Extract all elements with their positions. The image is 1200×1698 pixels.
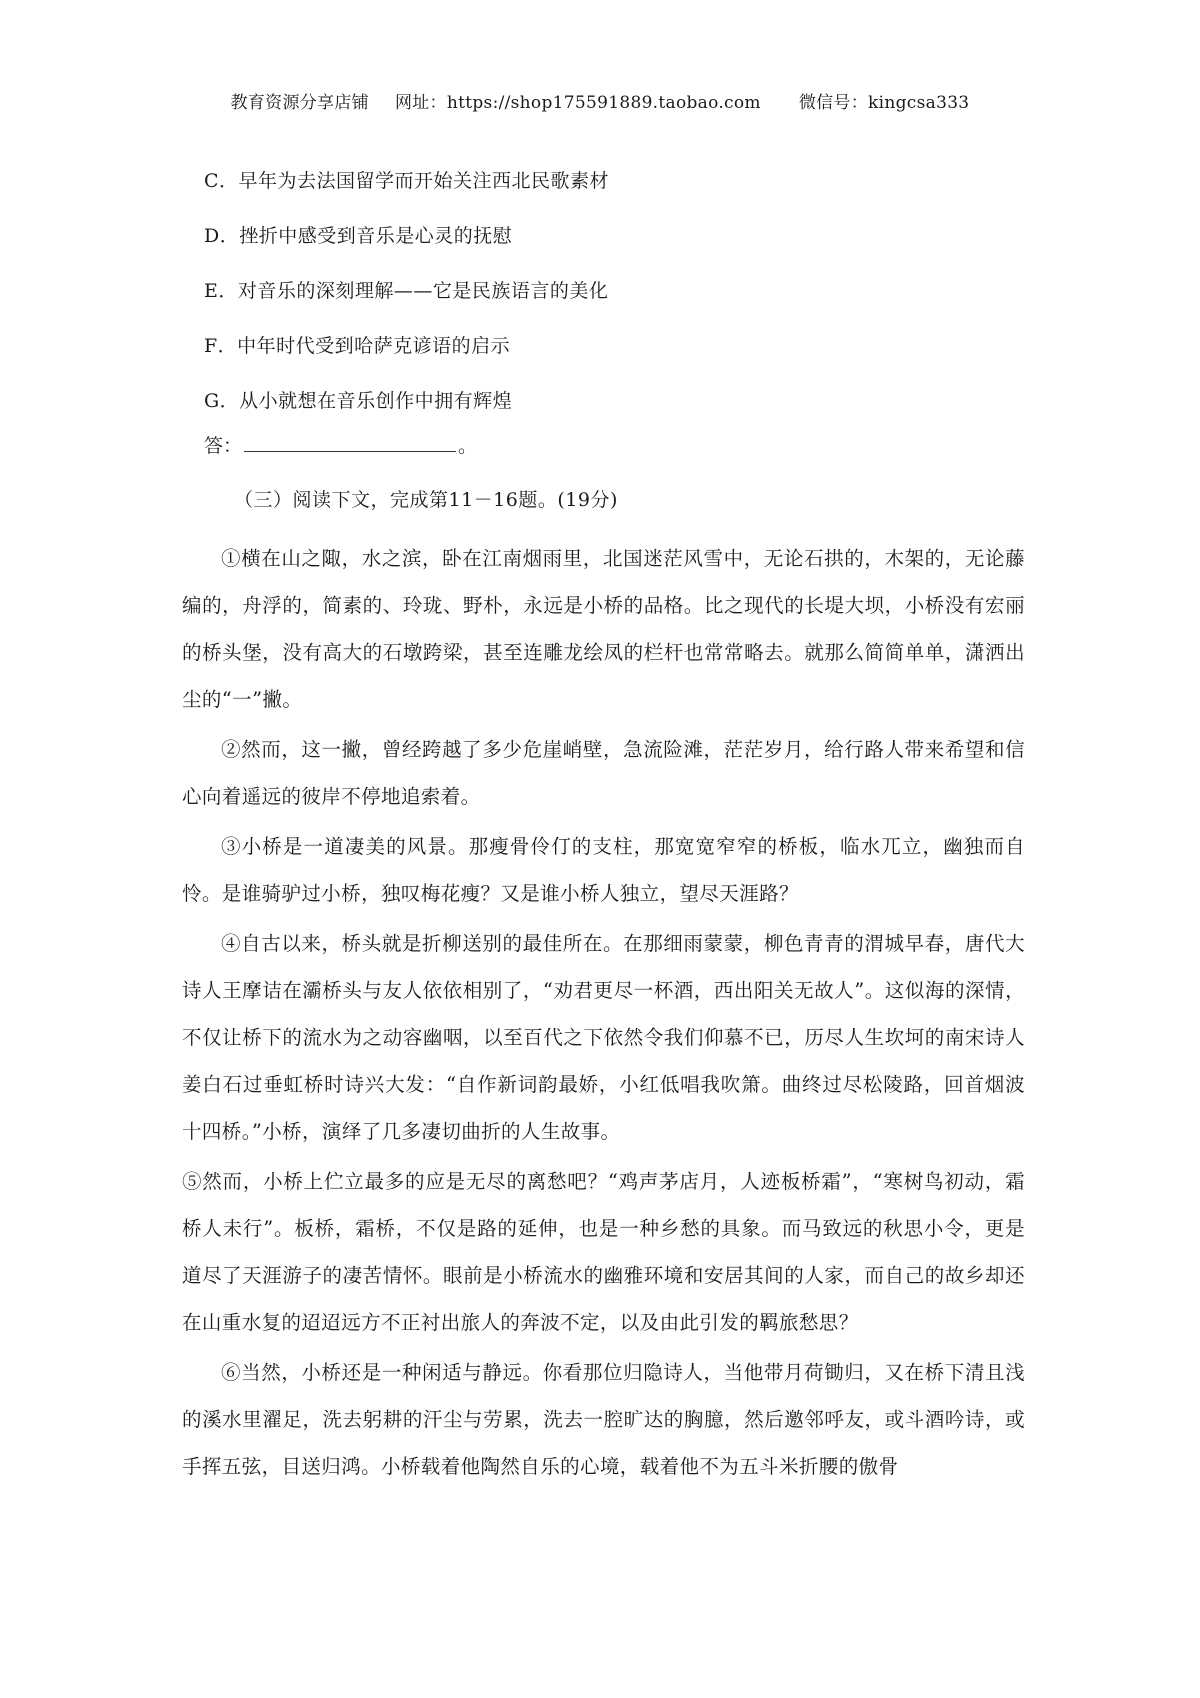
- header-website: 网址：https://shop175591889.taobao.com: [394, 93, 761, 113]
- section-title: （三）阅读下文，完成第11－16题。(19分): [234, 489, 618, 511]
- paragraph-5: ⑤然而，小桥上伫立最多的应是无尽的离愁吧？“鸡声茅店月，人迹板桥霜”，“寒树鸟初动，霜桥人未行”。板桥，霜桥，不仅是路的延伸，也是一种乡愁的具象。而马致远的秋思小令，更是道尽了天涯游子的凄苦情怀。眼前是小桥流水的幽雅环境和安居其间的人家，而自己的故乡却还在山重水复的迢迢远方不正衬出旅人的奔波不定，以及由此引发的羁旅愁思？: [182, 1170, 1025, 1334]
- paragraph-3: ③小桥是一道凄美的风景。那瘦骨伶仃的支柱，那宽宽窄窄的桥板，临水兀立，幽独而自怜。是谁骑驴过小桥，独叹梅花瘦？又是谁小桥人独立，望尽天涯路？: [182, 835, 1025, 905]
- reading-passage: [182, 535, 1025, 1493]
- page-header: [0, 88, 1200, 113]
- answer-options: [204, 154, 1024, 429]
- option-d: D．挫折中感受到音乐是心灵的抚慰: [204, 225, 513, 247]
- option-e: E．对音乐的深刻理解——它是民族语言的美化: [204, 280, 609, 302]
- paragraph-1: ①横在山之陬，水之滨，卧在江南烟雨里，北国迷茫风雪中，无论石拱的，木架的，无论藤编的，舟浮的，简素的、玲珑、野朴，永远是小桥的品格。比之现代的长堤大坝，小桥没有宏丽的桥头堡，没有高大的石墩跨梁，甚至连雕龙绘凤的栏杆也常常略去。就那么简简单单，潇洒出尘的“一”撇。: [182, 547, 1025, 711]
- paragraph-4: ④自古以来，桥头就是折柳送别的最佳所在。在那细雨蒙蒙，柳色青青的渭城早春，唐代大诗人王摩诘在灞桥头与友人依依相别了，“劝君更尽一杯酒，西出阳关无故人”。这似海的深情，不仅让桥下的流水为之动容幽咽，以至百代之下依然令我们仰慕不已，历尽人生坎坷的南宋诗人姜白石过垂虹桥时诗兴大发：“自作新词韵最娇，小红低唱我吹箫。曲终过尽松陵路，回首烟波十四桥。”小桥，演绎了几多凄切曲折的人生故事。: [182, 932, 1025, 1143]
- paragraph-6: ⑥当然，小桥还是一种闲适与静远。你看那位归隐诗人，当他带月荷锄归，又在桥下清且浅的溪水里濯足，洗去躬耕的汗尘与劳累，洗去一腔旷达的胸臆，然后邀邻呼友，或斗酒吟诗，或手挥五弦，目送归鸿。小桥载着他陶然自乐的心境，载着他不为五斗米折腰的傲骨: [182, 1361, 1025, 1478]
- header-wechat: 微信号：kingcsa333: [798, 93, 970, 113]
- answer-label: 答：: [204, 435, 243, 457]
- option-c: C．早年为去法国留学而开始关注西北民歌素材: [204, 170, 610, 192]
- answer-line: [204, 431, 477, 458]
- paragraph-2: ②然而，这一撇，曾经跨越了多少危崖峭壁，急流险滩，茫茫岁月，给行路人带来希望和信心向着遥远的彼岸不停地追索着。: [182, 738, 1025, 808]
- answer-end: 。: [458, 435, 478, 457]
- option-g: G．从小就想在音乐创作中拥有辉煌: [204, 390, 513, 412]
- answer-blank: [244, 433, 456, 452]
- option-f: F．中年时代受到哈萨克谚语的启示: [204, 335, 511, 357]
- header-shop-name: 教育资源分享店铺: [230, 93, 369, 113]
